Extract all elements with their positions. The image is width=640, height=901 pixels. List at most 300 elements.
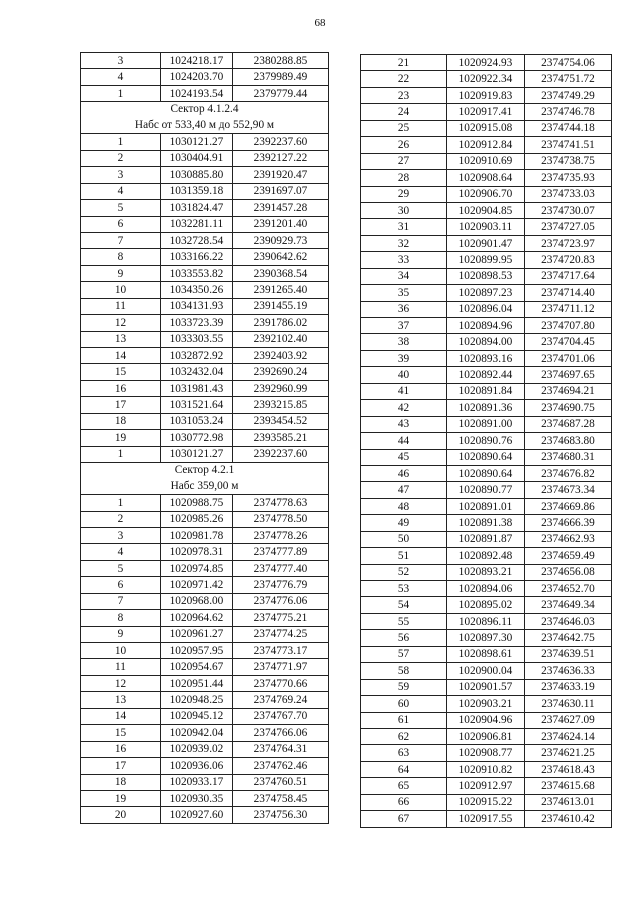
y-coordinate-cell: 2392237.60 [233, 134, 329, 150]
y-coordinate-cell: 2374642.75 [525, 630, 612, 646]
table-row [81, 593, 329, 609]
x-coordinate-cell: 1033166.22 [161, 249, 233, 265]
point-number-cell: 38 [361, 334, 447, 350]
x-coordinate-cell: 1020894.96 [447, 318, 525, 334]
sector-header-row [81, 463, 329, 495]
point-number-cell: 50 [361, 531, 447, 547]
x-coordinate-cell: 1020908.64 [447, 170, 525, 186]
point-number-cell: 1 [81, 134, 161, 150]
y-coordinate-cell: 2374723.97 [525, 235, 612, 251]
x-coordinate-cell: 1034131.93 [161, 298, 233, 314]
point-number-cell: 4 [81, 183, 161, 199]
y-coordinate-cell: 2390642.62 [233, 249, 329, 265]
point-number-cell: 60 [361, 696, 447, 712]
point-number-cell: 20 [81, 807, 161, 823]
y-coordinate-cell: 2374639.51 [525, 646, 612, 662]
y-coordinate-cell: 2374751.72 [525, 71, 612, 87]
x-coordinate-cell: 1020894.06 [447, 581, 525, 597]
table-row [81, 167, 329, 183]
point-number-cell: 5 [81, 200, 161, 216]
y-coordinate-cell: 2374615.68 [525, 778, 612, 794]
y-coordinate-cell: 2374778.63 [233, 495, 329, 511]
table-row [361, 515, 612, 531]
y-coordinate-cell: 2391920.47 [233, 167, 329, 183]
y-coordinate-cell: 2374701.06 [525, 350, 612, 366]
point-number-cell: 26 [361, 137, 447, 153]
point-number-cell: 3 [81, 527, 161, 543]
point-number-cell: 44 [361, 433, 447, 449]
table-row [81, 675, 329, 691]
x-coordinate-cell: 1020910.69 [447, 153, 525, 169]
y-coordinate-cell: 2374633.19 [525, 679, 612, 695]
table-row [361, 219, 612, 235]
y-coordinate-cell: 2374760.51 [233, 774, 329, 790]
y-coordinate-cell: 2374624.14 [525, 728, 612, 744]
table-row [361, 531, 612, 547]
table-row [361, 581, 612, 597]
x-coordinate-cell: 1020896.11 [447, 613, 525, 629]
table-row [81, 430, 329, 446]
x-coordinate-cell: 1033553.82 [161, 265, 233, 281]
table-row [361, 646, 612, 662]
y-coordinate-cell: 2392403.92 [233, 348, 329, 364]
point-number-cell: 4 [81, 544, 161, 560]
x-coordinate-cell: 1020900.04 [447, 663, 525, 679]
y-coordinate-cell: 2374735.93 [525, 170, 612, 186]
y-coordinate-cell: 2374652.70 [525, 581, 612, 597]
table-row [361, 630, 612, 646]
point-number-cell: 34 [361, 268, 447, 284]
x-coordinate-cell: 1020898.61 [447, 646, 525, 662]
sector-height: Набс 359,00 м [170, 479, 239, 492]
point-number-cell: 22 [361, 71, 447, 87]
point-number-cell: 16 [81, 741, 161, 757]
table-row [361, 465, 612, 481]
table-row [361, 745, 612, 761]
point-number-cell: 67 [361, 811, 447, 827]
table-row [361, 712, 612, 728]
point-number-cell: 57 [361, 646, 447, 662]
y-coordinate-cell: 2374720.83 [525, 252, 612, 268]
table-row [81, 741, 329, 757]
y-coordinate-cell: 2374636.33 [525, 663, 612, 679]
x-coordinate-cell: 1024193.54 [161, 85, 233, 101]
x-coordinate-cell: 1020904.85 [447, 202, 525, 218]
table-row [361, 71, 612, 87]
point-number-cell: 19 [81, 430, 161, 446]
y-coordinate-cell: 2374704.45 [525, 334, 612, 350]
x-coordinate-cell: 1020903.11 [447, 219, 525, 235]
point-number-cell: 4 [81, 69, 161, 85]
table-row [361, 55, 612, 71]
y-coordinate-cell: 2374744.18 [525, 120, 612, 136]
x-coordinate-cell: 1020901.57 [447, 679, 525, 695]
y-coordinate-cell: 2374766.06 [233, 725, 329, 741]
y-coordinate-cell: 2374778.50 [233, 511, 329, 527]
table-row [361, 301, 612, 317]
x-coordinate-cell: 1020891.87 [447, 531, 525, 547]
x-coordinate-cell: 1020895.02 [447, 597, 525, 613]
table-row [361, 696, 612, 712]
y-coordinate-cell: 2374669.86 [525, 498, 612, 514]
table-row [361, 564, 612, 580]
table-row [361, 186, 612, 202]
x-coordinate-cell: 1020981.78 [161, 527, 233, 543]
sector-header [81, 102, 329, 134]
y-coordinate-cell: 2374627.09 [525, 712, 612, 728]
y-coordinate-cell: 2391201.40 [233, 216, 329, 232]
x-coordinate-cell: 1033723.39 [161, 315, 233, 331]
y-coordinate-cell: 2374754.06 [525, 55, 612, 71]
table-row [81, 544, 329, 560]
point-number-cell: 25 [361, 120, 447, 136]
x-coordinate-cell: 1032728.54 [161, 232, 233, 248]
table-row [81, 315, 329, 331]
table-row [361, 367, 612, 383]
table-row [81, 380, 329, 396]
y-coordinate-cell: 2374771.97 [233, 659, 329, 675]
y-coordinate-cell: 2374666.39 [525, 515, 612, 531]
y-coordinate-cell: 2374613.01 [525, 794, 612, 810]
y-coordinate-cell: 2374770.66 [233, 675, 329, 691]
table-row [361, 268, 612, 284]
x-coordinate-cell: 1020942.04 [161, 725, 233, 741]
table-row [81, 85, 329, 101]
point-number-cell: 32 [361, 235, 447, 251]
y-coordinate-cell: 2379779.44 [233, 85, 329, 101]
table-row [361, 433, 612, 449]
y-coordinate-cell: 2374733.03 [525, 186, 612, 202]
point-number-cell: 37 [361, 318, 447, 334]
y-coordinate-cell: 2380288.85 [233, 53, 329, 69]
y-coordinate-cell: 2374727.05 [525, 219, 612, 235]
x-coordinate-cell: 1020912.84 [447, 137, 525, 153]
y-coordinate-cell: 2374778.26 [233, 527, 329, 543]
point-number-cell: 10 [81, 643, 161, 659]
point-number-cell: 62 [361, 728, 447, 744]
point-number-cell: 14 [81, 708, 161, 724]
x-coordinate-cell: 1020978.31 [161, 544, 233, 560]
point-number-cell: 58 [361, 663, 447, 679]
x-coordinate-cell: 1020890.76 [447, 433, 525, 449]
sector-header-row [81, 102, 329, 134]
x-coordinate-cell: 1020891.38 [447, 515, 525, 531]
x-coordinate-cell: 1033303.55 [161, 331, 233, 347]
point-number-cell: 9 [81, 626, 161, 642]
x-coordinate-cell: 1020890.64 [447, 465, 525, 481]
coordinates-table-left [80, 52, 329, 824]
y-coordinate-cell: 2391265.40 [233, 282, 329, 298]
table-row [81, 446, 329, 462]
table-row [361, 761, 612, 777]
point-number-cell: 18 [81, 774, 161, 790]
table-row [81, 659, 329, 675]
x-coordinate-cell: 1020908.77 [447, 745, 525, 761]
x-coordinate-cell: 1020906.81 [447, 728, 525, 744]
x-coordinate-cell: 1020933.17 [161, 774, 233, 790]
x-coordinate-cell: 1030772.98 [161, 430, 233, 446]
x-coordinate-cell: 1031521.64 [161, 397, 233, 413]
table-row [361, 679, 612, 695]
point-number-cell: 43 [361, 416, 447, 432]
y-coordinate-cell: 2374707.80 [525, 318, 612, 334]
y-coordinate-cell: 2392960.99 [233, 380, 329, 396]
y-coordinate-cell: 2374656.08 [525, 564, 612, 580]
y-coordinate-cell: 2374764.31 [233, 741, 329, 757]
point-number-cell: 16 [81, 380, 161, 396]
point-number-cell: 6 [81, 216, 161, 232]
point-number-cell: 31 [361, 219, 447, 235]
y-coordinate-cell: 2391457.28 [233, 200, 329, 216]
table-row [81, 200, 329, 216]
y-coordinate-cell: 2390929.73 [233, 232, 329, 248]
y-coordinate-cell: 2374662.93 [525, 531, 612, 547]
x-coordinate-cell: 1020891.00 [447, 416, 525, 432]
table-row [361, 137, 612, 153]
y-coordinate-cell: 2374776.79 [233, 577, 329, 593]
x-coordinate-cell: 1020915.22 [447, 794, 525, 810]
y-coordinate-cell: 2374756.30 [233, 807, 329, 823]
table-row [361, 416, 612, 432]
x-coordinate-cell: 1020948.25 [161, 692, 233, 708]
point-number-cell: 17 [81, 758, 161, 774]
table-row [361, 498, 612, 514]
point-number-cell: 5 [81, 560, 161, 576]
y-coordinate-cell: 2374683.80 [525, 433, 612, 449]
table-row [81, 397, 329, 413]
table-row [81, 232, 329, 248]
x-coordinate-cell: 1020974.85 [161, 560, 233, 576]
y-coordinate-cell: 2390368.54 [233, 265, 329, 281]
point-number-cell: 18 [81, 413, 161, 429]
point-number-cell: 1 [81, 495, 161, 511]
point-number-cell: 15 [81, 725, 161, 741]
y-coordinate-cell: 2374610.42 [525, 811, 612, 827]
x-coordinate-cell: 1020939.02 [161, 741, 233, 757]
table-row [81, 282, 329, 298]
y-coordinate-cell: 2374711.12 [525, 301, 612, 317]
x-coordinate-cell: 1031981.43 [161, 380, 233, 396]
table-row [361, 334, 612, 350]
table-row [81, 265, 329, 281]
point-number-cell: 1 [81, 85, 161, 101]
point-number-cell: 19 [81, 790, 161, 806]
x-coordinate-cell: 1020988.75 [161, 495, 233, 511]
x-coordinate-cell: 1020891.01 [447, 498, 525, 514]
y-coordinate-cell: 2374687.28 [525, 416, 612, 432]
y-coordinate-cell: 2374738.75 [525, 153, 612, 169]
point-number-cell: 56 [361, 630, 447, 646]
table-row [361, 235, 612, 251]
table-row [361, 400, 612, 416]
point-number-cell: 7 [81, 232, 161, 248]
table-row [81, 560, 329, 576]
point-number-cell: 33 [361, 252, 447, 268]
y-coordinate-cell: 2374741.51 [525, 137, 612, 153]
sector-title: Сектор 4.2.1 [174, 464, 235, 477]
table-row [81, 577, 329, 593]
y-coordinate-cell: 2374777.40 [233, 560, 329, 576]
point-number-cell: 63 [361, 745, 447, 761]
point-number-cell: 9 [81, 265, 161, 281]
table-row [361, 811, 612, 827]
point-number-cell: 54 [361, 597, 447, 613]
point-number-cell: 45 [361, 449, 447, 465]
y-coordinate-cell: 2374646.03 [525, 613, 612, 629]
y-coordinate-cell: 2374673.34 [525, 482, 612, 498]
y-coordinate-cell: 2374767.70 [233, 708, 329, 724]
table-row [361, 87, 612, 103]
point-number-cell: 48 [361, 498, 447, 514]
x-coordinate-cell: 1020892.48 [447, 548, 525, 564]
table-row [81, 511, 329, 527]
point-number-cell: 8 [81, 249, 161, 265]
table-row [361, 663, 612, 679]
x-coordinate-cell: 1020898.53 [447, 268, 525, 284]
x-coordinate-cell: 1020915.08 [447, 120, 525, 136]
table-row [81, 807, 329, 823]
y-coordinate-cell: 2393215.85 [233, 397, 329, 413]
x-coordinate-cell: 1024203.70 [161, 69, 233, 85]
sector-height: Набс от 533,40 м до 552,90 м [134, 118, 275, 131]
x-coordinate-cell: 1020951.44 [161, 675, 233, 691]
point-number-cell: 46 [361, 465, 447, 481]
point-number-cell: 3 [81, 53, 161, 69]
point-number-cell: 10 [81, 282, 161, 298]
y-coordinate-cell: 2374769.24 [233, 692, 329, 708]
x-coordinate-cell: 1020936.06 [161, 758, 233, 774]
table-row [81, 643, 329, 659]
x-coordinate-cell: 1020917.41 [447, 104, 525, 120]
y-coordinate-cell: 2374749.29 [525, 87, 612, 103]
table-row [81, 413, 329, 429]
point-number-cell: 64 [361, 761, 447, 777]
x-coordinate-cell: 1020957.95 [161, 643, 233, 659]
table-row [361, 285, 612, 301]
point-number-cell: 61 [361, 712, 447, 728]
table-row [361, 482, 612, 498]
table-row [81, 626, 329, 642]
point-number-cell: 13 [81, 692, 161, 708]
table-row [81, 298, 329, 314]
point-number-cell: 49 [361, 515, 447, 531]
y-coordinate-cell: 2392690.24 [233, 364, 329, 380]
y-coordinate-cell: 2392237.60 [233, 446, 329, 462]
x-coordinate-cell: 1020901.47 [447, 235, 525, 251]
page-number: 68 [314, 17, 326, 29]
y-coordinate-cell: 2374746.78 [525, 104, 612, 120]
x-coordinate-cell: 1020971.42 [161, 577, 233, 593]
x-coordinate-cell: 1030885.80 [161, 167, 233, 183]
table-row [361, 202, 612, 218]
point-number-cell: 39 [361, 350, 447, 366]
y-coordinate-cell: 2374618.43 [525, 761, 612, 777]
y-coordinate-cell: 2374777.89 [233, 544, 329, 560]
x-coordinate-cell: 1020891.84 [447, 383, 525, 399]
y-coordinate-cell: 2391786.02 [233, 315, 329, 331]
table-row [81, 610, 329, 626]
point-number-cell: 27 [361, 153, 447, 169]
point-number-cell: 40 [361, 367, 447, 383]
y-coordinate-cell: 2374630.11 [525, 696, 612, 712]
point-number-cell: 8 [81, 610, 161, 626]
x-coordinate-cell: 1020897.30 [447, 630, 525, 646]
sector-title: Сектор 4.1.2.4 [170, 103, 239, 116]
y-coordinate-cell: 2391455.19 [233, 298, 329, 314]
y-coordinate-cell: 2392127.22 [233, 150, 329, 166]
x-coordinate-cell: 1030121.27 [161, 134, 233, 150]
point-number-cell: 42 [361, 400, 447, 416]
table-row [81, 708, 329, 724]
x-coordinate-cell: 1020899.95 [447, 252, 525, 268]
point-number-cell: 29 [361, 186, 447, 202]
x-coordinate-cell: 1030404.91 [161, 150, 233, 166]
y-coordinate-cell: 2374621.25 [525, 745, 612, 761]
x-coordinate-cell: 1020930.35 [161, 790, 233, 806]
y-coordinate-cell: 2374773.17 [233, 643, 329, 659]
point-number-cell: 11 [81, 298, 161, 314]
table-row [361, 318, 612, 334]
x-coordinate-cell: 1031359.18 [161, 183, 233, 199]
y-coordinate-cell: 2374659.49 [525, 548, 612, 564]
table-row [81, 249, 329, 265]
y-coordinate-cell: 2374776.06 [233, 593, 329, 609]
point-number-cell: 36 [361, 301, 447, 317]
table-row [81, 183, 329, 199]
y-coordinate-cell: 2392102.40 [233, 331, 329, 347]
x-coordinate-cell: 1031824.47 [161, 200, 233, 216]
x-coordinate-cell: 1020897.23 [447, 285, 525, 301]
x-coordinate-cell: 1020910.82 [447, 761, 525, 777]
point-number-cell: 13 [81, 331, 161, 347]
point-number-cell: 51 [361, 548, 447, 564]
point-number-cell: 21 [361, 55, 447, 71]
point-number-cell: 3 [81, 167, 161, 183]
table-row [361, 449, 612, 465]
point-number-cell: 15 [81, 364, 161, 380]
coordinates-table-right [360, 54, 612, 828]
y-coordinate-cell: 2374762.46 [233, 758, 329, 774]
x-coordinate-cell: 1020890.77 [447, 482, 525, 498]
point-number-cell: 53 [361, 581, 447, 597]
point-number-cell: 30 [361, 202, 447, 218]
x-coordinate-cell: 1020961.27 [161, 626, 233, 642]
table-row [81, 692, 329, 708]
point-number-cell: 35 [361, 285, 447, 301]
x-coordinate-cell: 1032281.11 [161, 216, 233, 232]
x-coordinate-cell: 1020919.83 [447, 87, 525, 103]
point-number-cell: 28 [361, 170, 447, 186]
point-number-cell: 14 [81, 348, 161, 364]
table-row [81, 134, 329, 150]
y-coordinate-cell: 2391697.07 [233, 183, 329, 199]
table-row [361, 170, 612, 186]
point-number-cell: 17 [81, 397, 161, 413]
x-coordinate-cell: 1020945.12 [161, 708, 233, 724]
point-number-cell: 59 [361, 679, 447, 695]
y-coordinate-cell: 2374694.21 [525, 383, 612, 399]
table-row [361, 778, 612, 794]
x-coordinate-cell: 1020954.67 [161, 659, 233, 675]
x-coordinate-cell: 1020906.70 [447, 186, 525, 202]
x-coordinate-cell: 1024218.17 [161, 53, 233, 69]
point-number-cell: 47 [361, 482, 447, 498]
point-number-cell: 6 [81, 577, 161, 593]
y-coordinate-cell: 2374714.40 [525, 285, 612, 301]
table-row [81, 774, 329, 790]
y-coordinate-cell: 2393585.21 [233, 430, 329, 446]
x-coordinate-cell: 1020904.96 [447, 712, 525, 728]
